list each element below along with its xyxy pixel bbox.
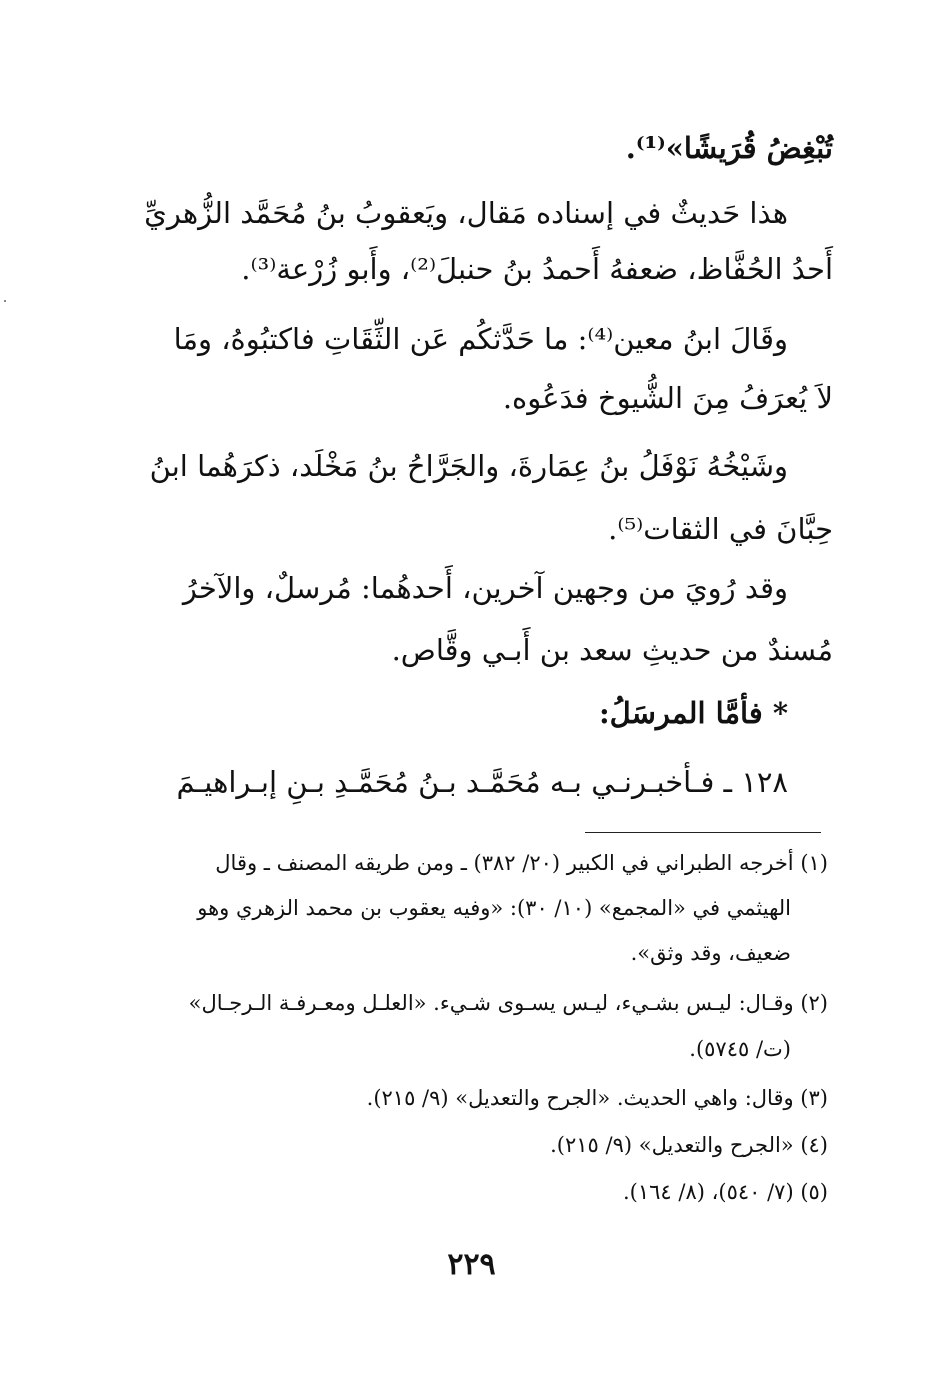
footnote-1-line-3: ضعيف، وقد وثق». <box>630 941 791 965</box>
footnote-2-line-2: (ت/ ٥٧٤٥). <box>689 1037 791 1061</box>
main-line-6: وشَيْخُهُ نَوْفَلُ بنُ عِمَارةَ، والجَرَّاحُ بنُ مَخْلَد، ذكرَهُما ابنُ <box>149 449 788 483</box>
main-line-7: حِبَّانَ في الثقات⁽⁵⁾. <box>608 512 833 546</box>
main-line-5: لاَ يُعرَفُ مِنَ الشُّيوخ فدَعُوه. <box>502 381 833 415</box>
margin-speck <box>4 300 6 302</box>
main-line-1: تُبْغِضُ قُرَيشًا»⁽¹⁾. <box>625 131 833 165</box>
main-line-8: وقد رُويَ من وجهين آخرين، أَحدهُما: مُرسلٌ، والآخرُ <box>182 571 788 605</box>
footnote-1-line-1: (١) أخرجه الطبراني في الكبير (٢٠/ ٣٨٢) ـ ومن طريقه المصنف ـ وقال <box>215 851 828 875</box>
main-line-3: أَحدُ الحُفَّاظ، ضعفهُ أَحمدُ بنُ حنبلَ⁽²⁾، وأَبو زُرْعة⁽³⁾. <box>241 252 833 286</box>
page-number: ٢٢٩ <box>447 1247 496 1282</box>
footnote-2-line-1: (٢) وقـال: ليـس بشـيء، ليـس يسـوى شـيء. «العلـل ومعـرفـة الـرجـال» <box>188 991 828 1015</box>
main-line-2: هذا حَديثٌ في إسناده مَقال، ويَعقوبُ بنُ مُحَمَّد الزُّهريِّ <box>144 196 788 230</box>
footnote-separator <box>585 832 821 833</box>
footnote-4: (٤) «الجرح والتعديل» (٩/ ٢١٥). <box>550 1133 828 1157</box>
footnote-3: (٣) وقال: واهي الحديث. «الجرح والتعديل» (٩/ ٢١٥). <box>366 1086 828 1110</box>
section-heading: * فأمَّا المرسَلُ: <box>598 696 788 730</box>
main-line-9: مُسندٌ من حديثِ سعد بن أَبـي وقَّاص. <box>391 633 833 667</box>
footnote-5: (٥) (٧/ ٥٤٠)، (٨/ ١٦٤). <box>622 1180 828 1204</box>
main-line-4: وقَالَ ابنُ معين⁽⁴⁾: ما حَدَّثكُم عَن الثِّقَاتِ فاكتبُوهُ، ومَا <box>173 322 788 356</box>
footnote-1-line-2: الهيثمي في «المجمع» (١٠/ ٣٠): «وفيه يعقوب بن محمد الزهري وهو <box>197 896 791 920</box>
main-line-11: ١٢٨ ـ فـأخبـرنـي بـه مُحَمَّـد بـنُ مُحَمَّـدِ بـنِ إبـراهيـمَ <box>176 765 788 799</box>
